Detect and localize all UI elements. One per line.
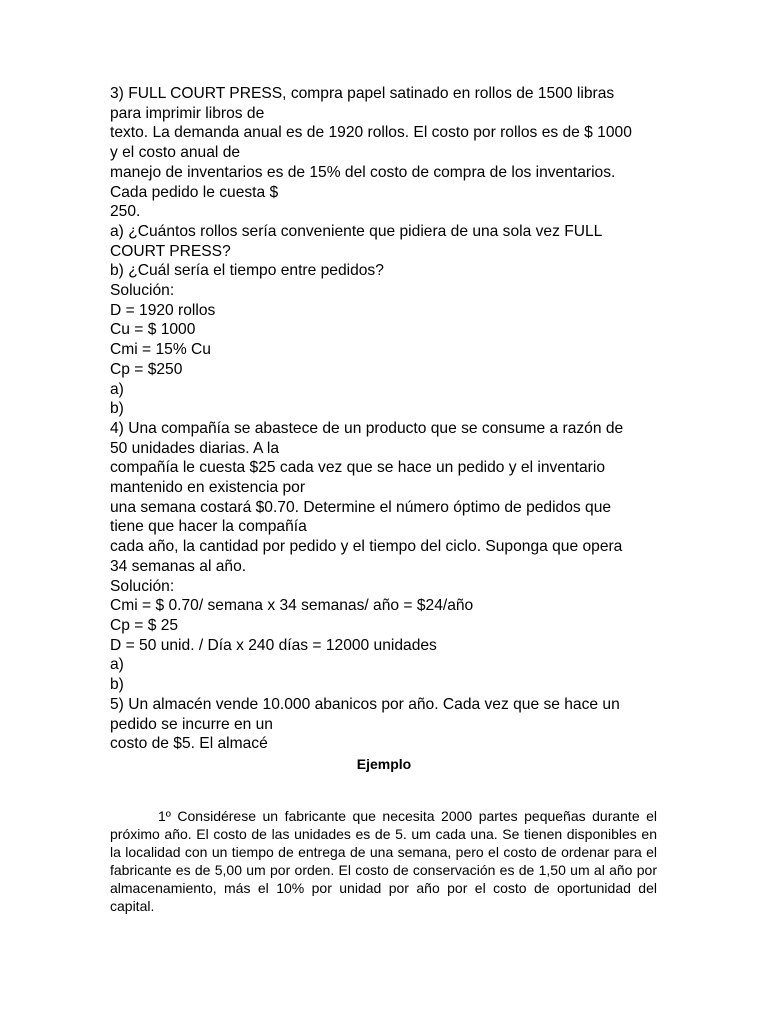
text-line: pedido se incurre en un bbox=[110, 715, 273, 733]
text-line: 3) FULL COURT PRESS, compra papel satinado en rollos de 1500 libras bbox=[110, 85, 615, 102]
text-line: 250. bbox=[110, 203, 141, 221]
text-line: costo de $5. El almacé bbox=[110, 735, 268, 753]
text-line: texto. La demanda anual es de 1920 rollos. El costo por rollos es de $ 1000 bbox=[110, 124, 632, 142]
text-line: a) ¿Cuántos rollos sería conveniente que pidiera de una sola vez FULL bbox=[110, 222, 603, 240]
section-heading: Ejemplo bbox=[356, 756, 412, 772]
text-line: b) bbox=[110, 676, 124, 694]
text-line: tiene que hacer la compañía bbox=[110, 518, 307, 536]
text-line: Cp = $250 bbox=[110, 360, 183, 378]
text-line: cada año, la cantidad por pedido y el tiempo del ciclo. Suponga que opera bbox=[110, 538, 623, 556]
text-line: 5) Un almacén vende 10.000 abanicos por año. Cada vez que se hace un bbox=[110, 695, 620, 713]
text-line: Cmi = $ 0.70/ semana x 34 semanas/ año = $24/año bbox=[110, 597, 474, 615]
text-line: D = 1920 rollos bbox=[110, 301, 216, 319]
text-line: Cada pedido le cuesta $ bbox=[110, 183, 279, 201]
text-line: a) bbox=[110, 380, 124, 398]
text-line: 50 unidades diarias. A la bbox=[110, 439, 280, 457]
text-line: Cp = $ 25 bbox=[110, 616, 179, 634]
text-line: b) bbox=[110, 400, 124, 418]
text-line: para imprimir libros de bbox=[110, 104, 265, 122]
text-line: Solución: bbox=[110, 282, 175, 300]
text-line: compañía le cuesta $25 cada vez que se hace un pedido y el inventario bbox=[110, 459, 606, 477]
text-line: COURT PRESS? bbox=[110, 242, 231, 260]
text-line: a) bbox=[110, 656, 124, 674]
text-line: una semana costará $0.70. Determine el número óptimo de pedidos que bbox=[110, 498, 612, 516]
example-paragraph: 1º Considérese un fabricante que necesita 2000 partes pequeñas durante el próximo año. El costo de las unidades es de 5. um cada una. Se tienen disponibles en la localidad con un tiempo de entrega de una semana, pero el costo de ordenar para el fabricante es de 5,00 um por orden. El costo de conservación es de 1,50 um al año por almacenamiento, más el 10% por unidad por año por el costo de oportunidad del capital. bbox=[110, 808, 657, 914]
text-line: b) ¿Cuál sería el tiempo entre pedidos? bbox=[110, 262, 384, 280]
text-line: manejo de inventarios es de 15% del costo de compra de los inventarios. bbox=[110, 163, 616, 181]
text-line: D = 50 unid. / Día x 240 días = 12000 unidades bbox=[110, 636, 437, 654]
text-line: Cu = $ 1000 bbox=[110, 321, 196, 339]
text-line: y el costo anual de bbox=[110, 144, 241, 162]
text-line: 34 semanas al año. bbox=[110, 557, 247, 575]
exercise-text-block bbox=[110, 84, 650, 754]
text-line: mantenido en existencia por bbox=[110, 479, 306, 497]
text-line: Solución: bbox=[110, 577, 175, 595]
text-line: 4) Una compañía se abastece de un producto que se consume a razón de bbox=[110, 419, 624, 437]
text-line: Cmi = 15% Cu bbox=[110, 341, 211, 359]
